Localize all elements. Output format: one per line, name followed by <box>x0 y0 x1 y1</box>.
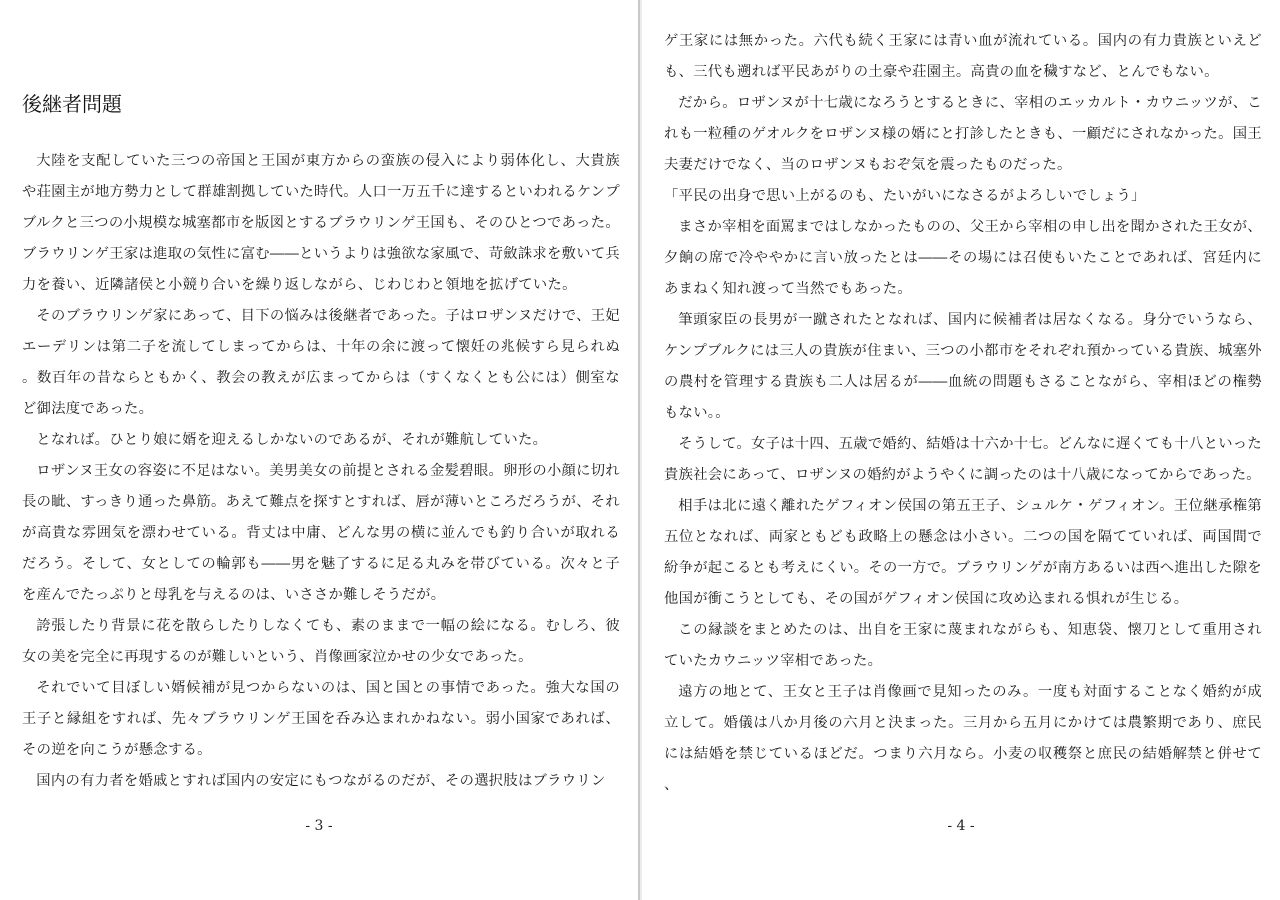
page-3-body <box>22 146 620 797</box>
paragraph: ゲ王家には無かった。六代も続く王家には青い血が流れている。国内の有力貴族といえども、三代も遡れば平民あがりの土豪や荘園主。高貴の血を穢すなど、とんでもない。 <box>664 33 1262 80</box>
page-number: - 4 - <box>947 818 975 834</box>
dialogue-line: 「平民の出身で思い上がるのも、たいがいになさるがよろしいでしょう」 <box>664 188 1146 204</box>
paragraph: 遠方の地とて、王女と王子は肖像画で見知ったのみ。一度も対面することなく婚約が成立して。婚儀は八か月後の六月と決まった。三月から五月にかけては農繁期であり、庶民には結婚を禁じているほどだ。つまり六月なら。小麦の収穫祭と庶民の結婚解禁と併せて、 <box>664 684 1262 793</box>
page-3 <box>0 0 638 900</box>
page-number: - 3 - <box>305 818 333 834</box>
page-4 <box>642 0 1280 900</box>
paragraph: そのブラウリンゲ家にあって、目下の悩みは後継者であった。子はロザンヌだけで、王妃エーデリンは第二子を流してしまってからは、十年の余に渡って懐妊の兆候すら見られぬ。数百年の昔ならともかく、教会の教えが広まってからは（すくなくとも公には）側室など御法度であった。 <box>22 308 620 417</box>
paragraph: 相手は北に遠く離れたゲフィオン侯国の第五王子、シュルケ・ゲフィオン。王位継承権第五位となれば、両家ともども政略上の懸念は小さい。二つの国を隔てていれば、両国間で紛争が起こるとも考えにくい。その一方で。ブラウリンゲが南方あるいは西へ進出した隙を他国が衝こうとしても、その国がゲフィオン侯国に攻め込まれる惧れが生じる。 <box>664 498 1262 607</box>
paragraph: ロザンヌ王女の容姿に不足はない。美男美女の前提とされる金髪碧眼。卵形の小顔に切れ長の眦、すっきり通った鼻筋。あえて難点を探すとすれば、唇が薄いところだろうが、それが高貴な雰囲気を漂わせている。背丈は中庸、どんな男の横に並んでも釣り合いが取れるだろう。そして、女としての輪郭も――男を魅了するに足る丸みを帯びている。次々と子を産んでたっぷりと母乳を与えるのは、いささか難しそうだが。 <box>22 463 620 603</box>
paragraph: まさか宰相を面罵まではしなかったものの、父王から宰相の申し出を聞かされた王女が、夕餉の席で冷ややかに言い放ったとは――その場には召使もいたことであれば、宮廷内にあまねく知れ渡って当然でもあった。 <box>664 219 1262 297</box>
paragraph: 筆頭家臣の長男が一蹴されたとなれば、国内に候補者は居なくなる。身分でいうなら、ケンプブルクには三人の貴族が住まい、三つの小都市をそれぞれ預かっている貴族、城塞外の農村を管理する貴族も二人は居るが――血統の問題もさることながら、宰相ほどの権勢もない。。 <box>664 312 1262 421</box>
paragraph: そうして。女子は十四、五歳で婚約、結婚は十六か十七。どんなに遅くても十八といった貴族社会にあって、ロザンヌの婚約がようやくに調ったのは十八歳になってからであった。 <box>664 436 1262 483</box>
paragraph: それでいて目ぼしい婿候補が見つからないのは、国と国との事情であった。強大な国の王子と縁組をすれば、先々ブラウリンゲ王国を呑み込まれかねない。弱小国家であれば、その逆を向こうが懸念する。 <box>22 680 620 758</box>
page-4-body <box>664 26 1262 801</box>
paragraph: 大陸を支配していた三つの帝国と王国が東方からの蛮族の侵入により弱体化し、大貴族や荘園主が地方勢力として群雄割拠していた時代。人口一万五千に達するといわれるケンプブルクと三つの小規模な城塞都市を版図とするブラウリンゲ王国も、そのひとつであった。ブラウリンゲ王家は進取の気性に富む――というよりは強欲な家風で、苛斂誅求を敷いて兵力を養い、近隣諸侯と小競り合いを繰り返しながら、じわじわと領地を拡げていた。 <box>22 153 620 293</box>
chapter-title: 後継者問題 <box>22 92 122 116</box>
paragraph: となれば。ひとり娘に婿を迎えるしかないのであるが、それが難航していた。 <box>36 432 548 448</box>
paragraph: 誇張したり背景に花を散らしたりしなくても、素のままで一幅の絵になる。むしろ、彼女の美を完全に再現するのが難しいという、肖像画家泣かせの少女であった。 <box>22 618 620 665</box>
paragraph: 国内の有力者を婚戚とすれば国内の安定にもつながるのだが、その選択肢はブラウリン <box>36 773 606 789</box>
paragraph: この縁談をまとめたのは、出自を王家に蔑まれながらも、知恵袋、懐刀として重用されていたカウニッツ宰相であった。 <box>664 622 1262 669</box>
paragraph: だから。ロザンヌが十七歳になろうとするときに、宰相のエッカルト・カウニッツが、これも一粒種のゲオルクをロザンヌ様の婿にと打診したときも、一顧だにされなかった。国王夫妻だけでなく、当のロザンヌもおぞ気を震ったものだった。 <box>664 95 1262 173</box>
